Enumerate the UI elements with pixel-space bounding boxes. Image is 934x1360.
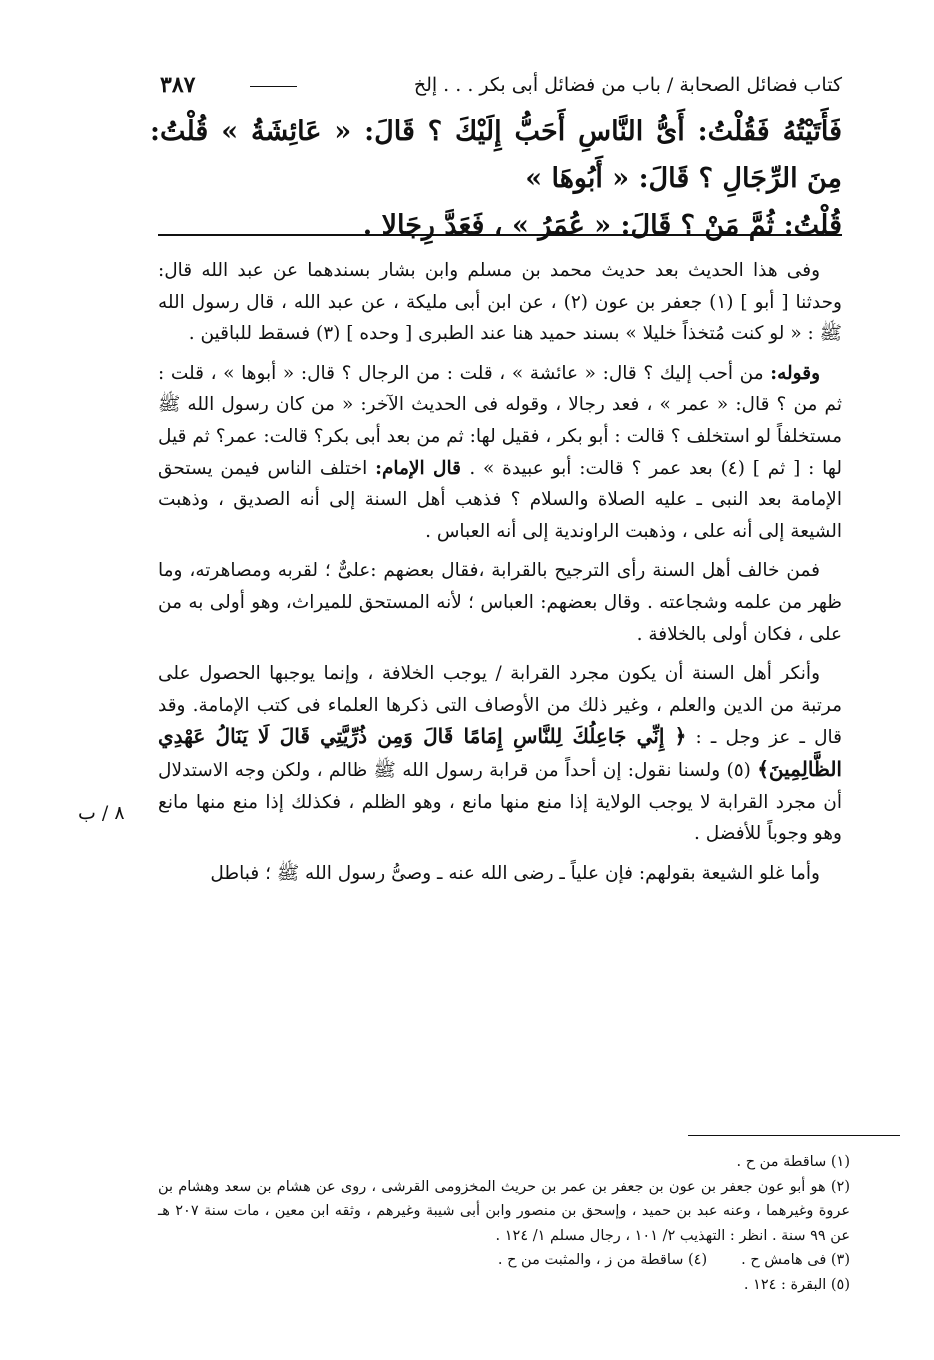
commentary — [158, 255, 842, 897]
paragraph-4-part-b: (٥) ولسنا نقول: إن أحداً من قرابة رسول الله ﷺ ظالم ، ولكن وجه الاستدلال أن مجرد القرابة لا يوجب الولاية إذا منع منها مانع ، وهو الظلم ، فكذلك إذا منع منها مانع وهو وجوباً للأفضل . — [158, 759, 842, 845]
manuscript-folio-note: ٨ / ب — [78, 802, 125, 824]
imam-lead: قال الإمام: — [375, 457, 470, 479]
running-header — [160, 68, 842, 102]
header-rule — [250, 86, 297, 87]
commentary-paragraph-3: فمن خالف أهل السنة رأى الترجيح بالقرابة ،فقال بعضهم :علىٌّ ؛ لقربه ومصاهرته، وما ظهر من علمه وشجاعته . وقال بعضهم: العباس ؛ لأنه المستحق للميراث، وهو أولى به من على ، فكان أولى بالخلافة . — [158, 560, 842, 645]
footnote-1: (١) ساقطة من ح . — [736, 1154, 850, 1170]
footnote-5: (٥) البقرة : ١٢٤ . — [743, 1276, 850, 1293]
section-divider — [158, 234, 842, 236]
commentary-paragraph-1: وفى هذا الحديث بعد حديث محمد بن مسلم وابن بشار بسندهما عن عبد الله قال: وحدثنا [ أبو ] (١) جعفر بن عون (٢) ، عن ابن أبى مليكة ، عن عبد الله ، قال رسول الله ﷺ : « لو كنت مُتخذاً خليلا » بسند حميد هنا عند الطبرى [ وحده ] (٣) فسقط للباقين . — [158, 260, 842, 345]
commentary-paragraph-2 — [158, 358, 842, 548]
hadith-line-2: قُلْتُ: ثُمَّ مَنْ ؟ قَالَ: « عُمَرُ » ، فَعَدَّ رِجَالا . — [362, 210, 842, 241]
paragraph-2-body: من أحب إليك ؟ قال: « عائشة » ، قلت : من الرجال ؟ قال: « أبوها » ، قلت : ثم من ؟ قال: « عمر » ، فعد رجالا ، وقوله فى الحديث الآخر: « من كان رسول الله ﷺ مستخلفاً لو استخلف ؟ قالت : أبو بكر ، فقيل لها: ثم من بعد أبى بكر؟ قالت: عمر؟ ثم قيل لها : [ ثم ] (٤) بعد عمر ؟ قالت: أبو عبيدة » . — [158, 362, 842, 479]
page-number: ٣٨٧ — [160, 72, 196, 98]
commentary-paragraph-4 — [158, 658, 842, 850]
footnote-row — [158, 1248, 850, 1273]
footnote-divider — [688, 1135, 900, 1136]
footnote-2: (٢) هو أبو عون جعفر بن عون بن جعفر بن عمر بن حريث المخزومى القرشى ، روى عن هشام بن سعد وهشام بن عروة وغيرهما ، وعنه عبد بن حميد ، وإسحق بن منصور وابن أبى شيبة وغيرهم ، وثقه ابن معين ، مات سنة ٢٠٧ هـ عن ٩٩ سنة . انظر : التهذيب ٢/ ١٠١ ، رجال مسلم ١/ ١٢٤ . — [158, 1178, 850, 1244]
footnotes — [158, 1150, 850, 1298]
hadith-line-1: فَأَتَيْتُهُ فَقُلْتُ: أَىُّ النَّاسِ أَحَبُّ إِلَيْكَ ؟ قَالَ: « عَائِشَةُ » قُلْتُ: مِنَ الرِّجَالِ ؟ قَالَ: « أَبُوهَا » — [150, 116, 842, 194]
hadith-text — [150, 108, 842, 249]
quran-verse: ﴿ إِنِّي جَاعِلُكَ لِلنَّاسِ إِمَامًا قَالَ وَمِن ذُرِّيَّتِي قَالَ لَا يَنَالُ عَهْدِي الظَّالِمِينَ﴾ — [158, 724, 842, 781]
commentary-paragraph-5: وأما غلو الشيعة بقولهم: فإن علياً ـ رضى الله عنه ـ وصىُّ رسول الله ﷺ ؛ فباطل — [210, 862, 820, 884]
footnote-3: (٣) فى هامش ح . — [741, 1252, 850, 1269]
lead-word: وقوله: — [770, 362, 820, 384]
paragraph-4-part-a: وأنكر أهل السنة أن يكون مجرد القرابة / يوجب الخلافة ، وإنما يوجبها الحصول على مرتبة من الدين والعلم ، وغير ذلك من الأوصاف التى ذكرها العلماء فى كتب الإمامة. وقد قال ـ عز وجل ـ : — [158, 663, 842, 749]
header-title: كتاب فضائل الصحابة / باب من فضائل أبى بكر . . . إلخ — [413, 74, 842, 96]
footnote-4: (٤) ساقطة من ز ، والمثبت من ح . — [497, 1252, 708, 1269]
paragraph-2-tail: اختلف الناس فيمن يستحق الإمامة بعد النبى ـ عليه الصلاة والسلام ؟ فذهب أهل السنة إلى أنه الصديق ، وذهبت الشيعة إلى أنه على ، وذهبت الراوندية إلى أنه العباس . — [158, 457, 842, 542]
